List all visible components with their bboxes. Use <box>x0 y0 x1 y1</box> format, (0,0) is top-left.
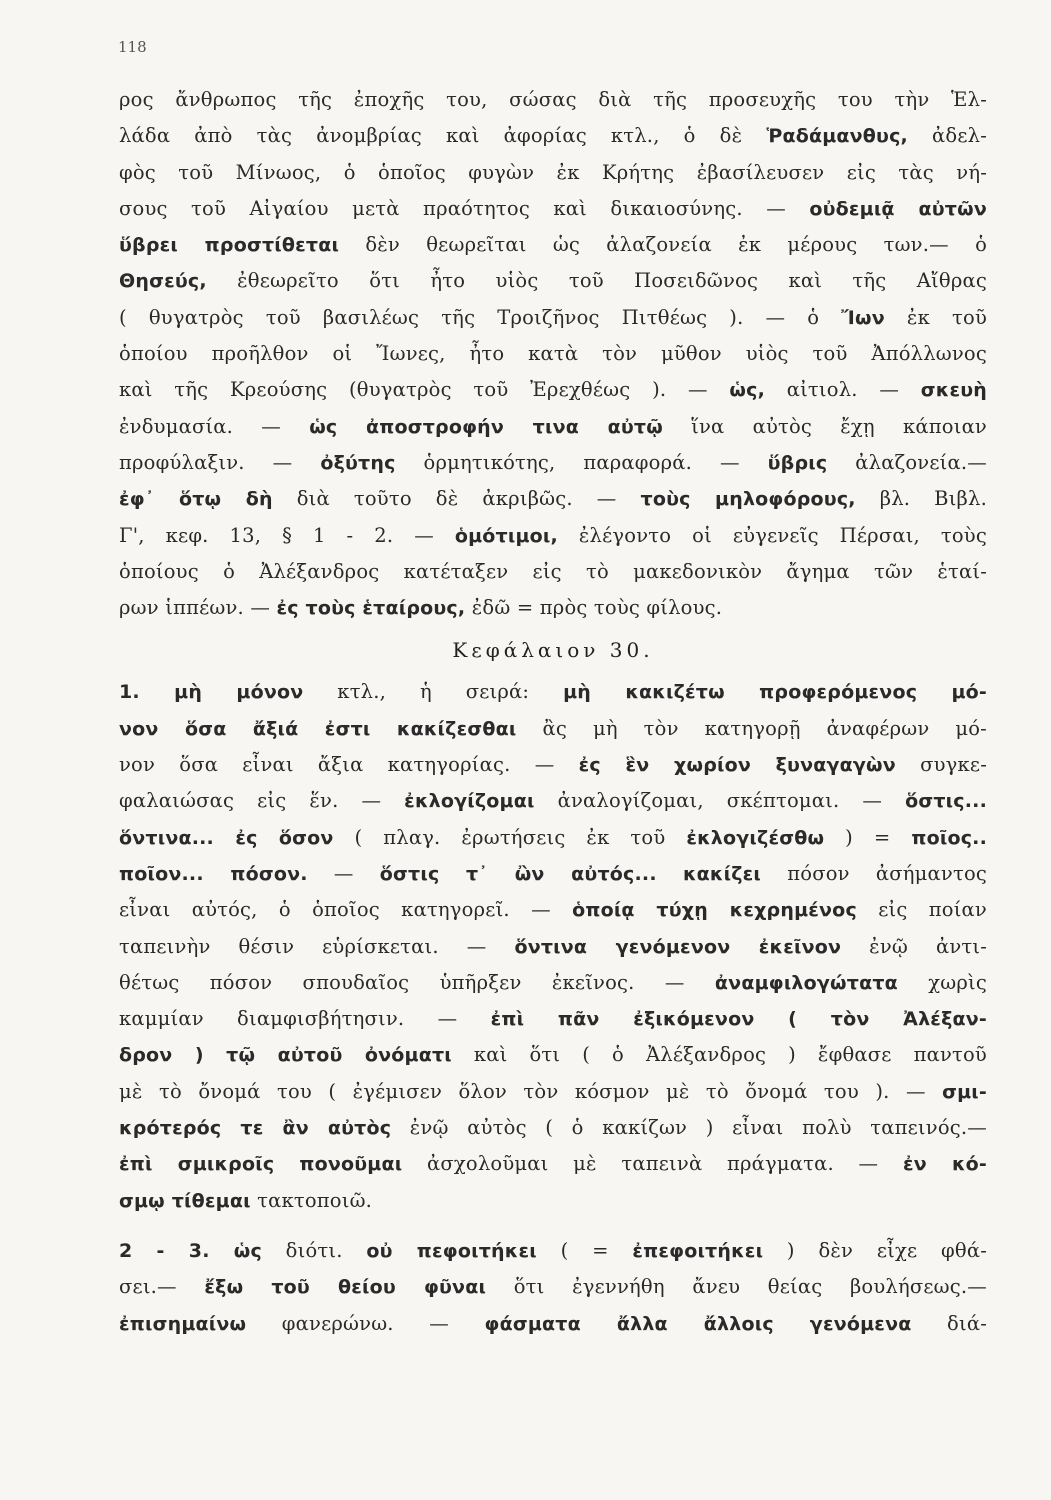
lemma-term: τοὺς μηλοφόρους, <box>640 488 856 511</box>
lemma-term: ἐπεφοιτήκει <box>632 1239 764 1262</box>
text-line <box>119 1183 987 1219</box>
text-line <box>119 747 987 783</box>
gloss-text: ( πλαγ. ἐρωτήσεις ἐκ τοῦ <box>333 825 687 849</box>
gloss-text <box>657 862 683 885</box>
gloss-text: εἶναι αὐτός, ὁ ὁποῖος κατηγορεῖ. — <box>119 898 573 922</box>
lemma-term: ἐφ᾽ ὅτῳ δὴ <box>119 488 273 511</box>
gloss-text: πόσον ἀσήμαντος <box>761 861 988 885</box>
gloss-text: ἐνῷ αὐτὸς ( ὁ κακίζων ) εἶναι πολὺ ταπεινός.— <box>391 1116 987 1140</box>
text-line <box>119 227 987 263</box>
text-line <box>119 409 987 445</box>
gloss-text: λάδα ἀπὸ τὰς ἀνομβρίας καὶ ἀφορίας κτλ., ὁ δὲ <box>119 124 767 148</box>
text-line <box>119 1146 987 1182</box>
gloss-text: προφύλαξιν. — <box>119 450 321 474</box>
text-line <box>119 965 987 1001</box>
section-gap <box>119 1219 987 1233</box>
lemma-term: ἐκλογιζέσθω <box>686 826 825 849</box>
lemma-term: ὀξύτης <box>320 451 396 474</box>
gloss-text: νον ὅσα εἶναι ἄξια κατηγορίας. — <box>119 753 579 777</box>
text-line <box>119 929 987 965</box>
gloss-text: ἀδελ- <box>907 124 988 148</box>
lemma-term: κακίζει <box>682 862 762 885</box>
lemma-term: ὅντινα... ἐς ὅσον <box>119 826 334 849</box>
gloss-text: ἐθεωρεῖτο ὅτι ἦτο υἱὸς τοῦ Ποσειδῶνος καὶ τῆς Αἴθρας <box>206 269 987 293</box>
lemma-term: ἐν κό- <box>902 1153 987 1176</box>
text-line <box>119 118 987 154</box>
text-line <box>119 590 987 626</box>
body-text <box>119 82 987 1342</box>
lemma-term: ποῖον... πόσον. <box>119 862 308 885</box>
text-line <box>119 481 987 517</box>
gloss-text: φανερώνω. — <box>246 1311 485 1335</box>
lemma-term: ὕβρις <box>767 451 828 474</box>
lemma-term: ὁμότιμοι, <box>454 524 558 547</box>
gloss-text: ὁρμητικότης, παραφορά. — <box>395 450 768 474</box>
gloss-text: εἰς ποίαν <box>856 898 987 922</box>
gloss-text: χωρὶς <box>897 970 987 994</box>
lemma-term: ἔξω τοῦ θείου φῦναι <box>204 1276 487 1299</box>
lemma-term: 2 - 3. <box>119 1239 234 1262</box>
lemma-term: Θησεύς, <box>119 270 207 293</box>
text-line <box>119 372 987 408</box>
gloss-text: ) = <box>824 825 912 849</box>
text-line <box>119 892 987 928</box>
chapter-heading: Κεφάλαιον 30. <box>452 638 654 663</box>
gloss-text: δὲν θεωρεῖται ὡς ἀλαζονεία ἐκ μέρους των.— ὁ <box>339 233 988 257</box>
text-line <box>119 1037 987 1073</box>
text-line <box>119 263 987 299</box>
gloss-text: ἀσχολοῦμαι μὲ ταπεινὰ πράγματα. — <box>402 1152 903 1176</box>
lemma-term: ποῖος.. <box>911 826 988 849</box>
lemma-term: ὡς, <box>729 379 765 402</box>
lemma-term: σκευὴ <box>920 379 987 402</box>
commentary-block-section-2-3 <box>119 1233 987 1342</box>
gloss-text: ὁποίου προῆλθον οἱ Ἴωνες, ἦτο κατὰ τὸν μῦθον υἱὸς τοῦ Ἀπόλλωνος <box>119 342 987 366</box>
text-line <box>119 1110 987 1146</box>
gloss-text: ὅτι ἐγεννήθη ἄνευ θείας βουλήσεως.— <box>486 1275 988 1299</box>
lemma-term: ἀναμφιλογώτατα <box>714 971 898 994</box>
text-line <box>119 518 987 554</box>
gloss-text: σει.— <box>119 1275 205 1299</box>
gloss-text: ἀναλογίζομαι, σκέπτομαι. — <box>534 789 906 813</box>
lemma-term: ὅστις τ᾽ ὢν αὐτός... <box>379 862 657 885</box>
lemma-term: ὡς ἀποστροφήν τινα αὐτῷ <box>309 415 663 438</box>
gloss-text: τακτοποιῶ. <box>250 1188 373 1212</box>
lemma-term: δρον ) τῷ αὐτοῦ ὀνόματι <box>119 1044 452 1067</box>
gloss-text: ἐκ τοῦ <box>884 305 987 329</box>
gloss-text: ταπεινὴν θέσιν εὑρίσκεται. — <box>119 934 515 958</box>
lemma-term: ἐκλογίζομαι <box>404 790 535 813</box>
lemma-term: ἐς τοὺς ἑταίρους, <box>276 597 466 620</box>
text-line <box>119 1074 987 1110</box>
gloss-text: — <box>307 861 380 885</box>
text-line <box>119 674 987 710</box>
text-line <box>119 1001 987 1037</box>
gloss-text: ἐνῷ ἀντι- <box>841 934 987 958</box>
gloss-text: ( = <box>536 1238 633 1262</box>
gloss-text: ὁποίους ὁ Ἀλέξανδρος κατέταξεν εἰς τὸ μακεδονικὸν ἄγημα τῶν ἑταί- <box>119 559 987 583</box>
lemma-term: ὁποίᾳ τύχῃ κεχρημένος <box>572 899 857 922</box>
lemma-term: νον ὅσα ἄξιά ἐστι κακίζεσθαι <box>119 717 517 740</box>
gloss-text: διά- <box>911 1311 987 1335</box>
gloss-text: κτλ., ἡ σειρά: <box>303 680 564 704</box>
lemma-term: Ῥαδάμανθυς, <box>766 125 908 148</box>
gloss-text: αἰτιολ. — <box>765 378 921 402</box>
gloss-text: ἂς μὴ τὸν κατηγορῇ ἀναφέρων μό- <box>516 716 987 740</box>
lemma-term: φάσματα ἄλλα ἄλλοις γενόμενα <box>484 1312 912 1335</box>
lemma-term: μὴ μόνον <box>174 681 304 704</box>
gloss-text: μὲ τὸ ὄνομά του ( ἐγέμισεν ὅλον τὸν κόσμον μὲ τὸ ὄνομά του ). — <box>119 1079 943 1103</box>
text-line <box>119 783 987 819</box>
text-line <box>119 191 987 227</box>
text-line <box>119 155 987 191</box>
text-line <box>119 82 987 118</box>
text-line <box>119 554 987 590</box>
gloss-text: βλ. Βιβλ. <box>855 487 987 511</box>
gloss-text: φὸς τοῦ Μίνωος, ὁ ὁποῖος φυγὼν ἐκ Κρήτης ἐβασίλευσεν εἰς τὰς νή- <box>119 160 987 184</box>
gloss-text: διὰ τοῦτο δὲ ἀκριβῶς. — <box>272 487 641 511</box>
lemma-term: 1. <box>119 681 175 704</box>
gloss-text: καμμίαν διαμφισβήτησιν. — <box>119 1007 491 1031</box>
text-line <box>119 856 987 892</box>
gloss-text: καὶ τῆς Κρεούσης (θυγατρὸς τοῦ Ἐρεχθέως ). — <box>119 378 730 402</box>
gloss-text: διότι. <box>261 1238 367 1262</box>
lemma-term: ὅστις... <box>905 790 987 813</box>
lemma-term: ὡς <box>233 1239 262 1262</box>
gloss-text: ) δὲν εἶχε φθά- <box>763 1238 987 1262</box>
gloss-text: φαλαιώσας εἰς ἕν. — <box>119 789 405 813</box>
gloss-text: ρων ἱππέων. — <box>119 596 277 620</box>
text-line <box>119 1233 987 1269</box>
gloss-text: Γ', κεφ. 13, § 1 - 2. — <box>119 523 455 547</box>
gloss-text: καὶ ὅτι ( ὁ Ἀλέξανδρος ) ἔφθασε παντοῦ <box>451 1043 987 1067</box>
lemma-term: ἐπὶ σμικροῖς πονοῦμαι <box>119 1153 403 1176</box>
lemma-term: οὐδεμιᾷ αὐτῶν <box>809 197 987 220</box>
lemma-term: σμῳ τίθεμαι <box>119 1189 251 1212</box>
gloss-text: θέτως πόσον σπουδαῖος ὑπῆρξεν ἐκεῖνος. — <box>119 970 715 994</box>
text-line <box>119 1306 987 1342</box>
text-line <box>119 820 987 856</box>
text-line <box>119 711 987 747</box>
lemma-term: ἐπὶ πᾶν ἐξικόμενον ( τὸν Ἀλέξαν- <box>490 1008 987 1031</box>
lemma-term: Ἴων <box>841 306 885 329</box>
text-line <box>119 336 987 372</box>
lemma-term: ἐπισημαίνω <box>119 1312 247 1335</box>
gloss-text: ἀλαζονεία.— <box>827 450 987 474</box>
lemma-term: οὐ πεφοιτήκει <box>366 1239 537 1262</box>
gloss-text: ἐνδυμασία. — <box>119 414 310 438</box>
text-line <box>119 300 987 336</box>
gloss-text: ἵνα αὐτὸς ἔχῃ κάποιαν <box>662 414 987 438</box>
text-line <box>119 1269 987 1305</box>
gloss-text: συγκε- <box>895 753 987 777</box>
commentary-block-chapter-29 <box>119 82 987 626</box>
lemma-term: ἐς ἓν χωρίον ξυναγαγὼν <box>578 754 896 777</box>
lemma-term: μὴ κακιζέτω προφερόμενος μό- <box>563 681 988 704</box>
gloss-text: ἐδῶ = πρὸς τοὺς φίλους. <box>465 596 723 620</box>
gloss-text: σους τοῦ Αἰγαίου μετὰ πραότητος καὶ δικαιοσύνης. — <box>119 196 810 220</box>
lemma-term: σμι- <box>942 1080 987 1103</box>
gloss-text: ρος ἄνθρωπος τῆς ἐποχῆς του, σώσας διὰ τῆς προσευχῆς του τὴν Ἑλ- <box>119 88 987 111</box>
lemma-term: ὅντινα γενόμενον ἐκεῖνον <box>514 935 842 958</box>
gloss-text: ἐλέγοντο οἱ εὐγενεῖς Πέρσαι, τοὺς <box>557 523 987 547</box>
text-line <box>119 445 987 481</box>
page-number: 118 <box>118 38 147 56</box>
lemma-term: κρότερός τε ἂν αὐτὸς <box>119 1117 392 1140</box>
gloss-text: ( θυγατρὸς τοῦ βασιλέως τῆς Τροιζῆνος Πιτθέως ). — ὁ <box>119 305 842 329</box>
commentary-block-section-1 <box>119 674 987 1218</box>
lemma-term: ὕβρει προστίθεται <box>119 234 340 257</box>
